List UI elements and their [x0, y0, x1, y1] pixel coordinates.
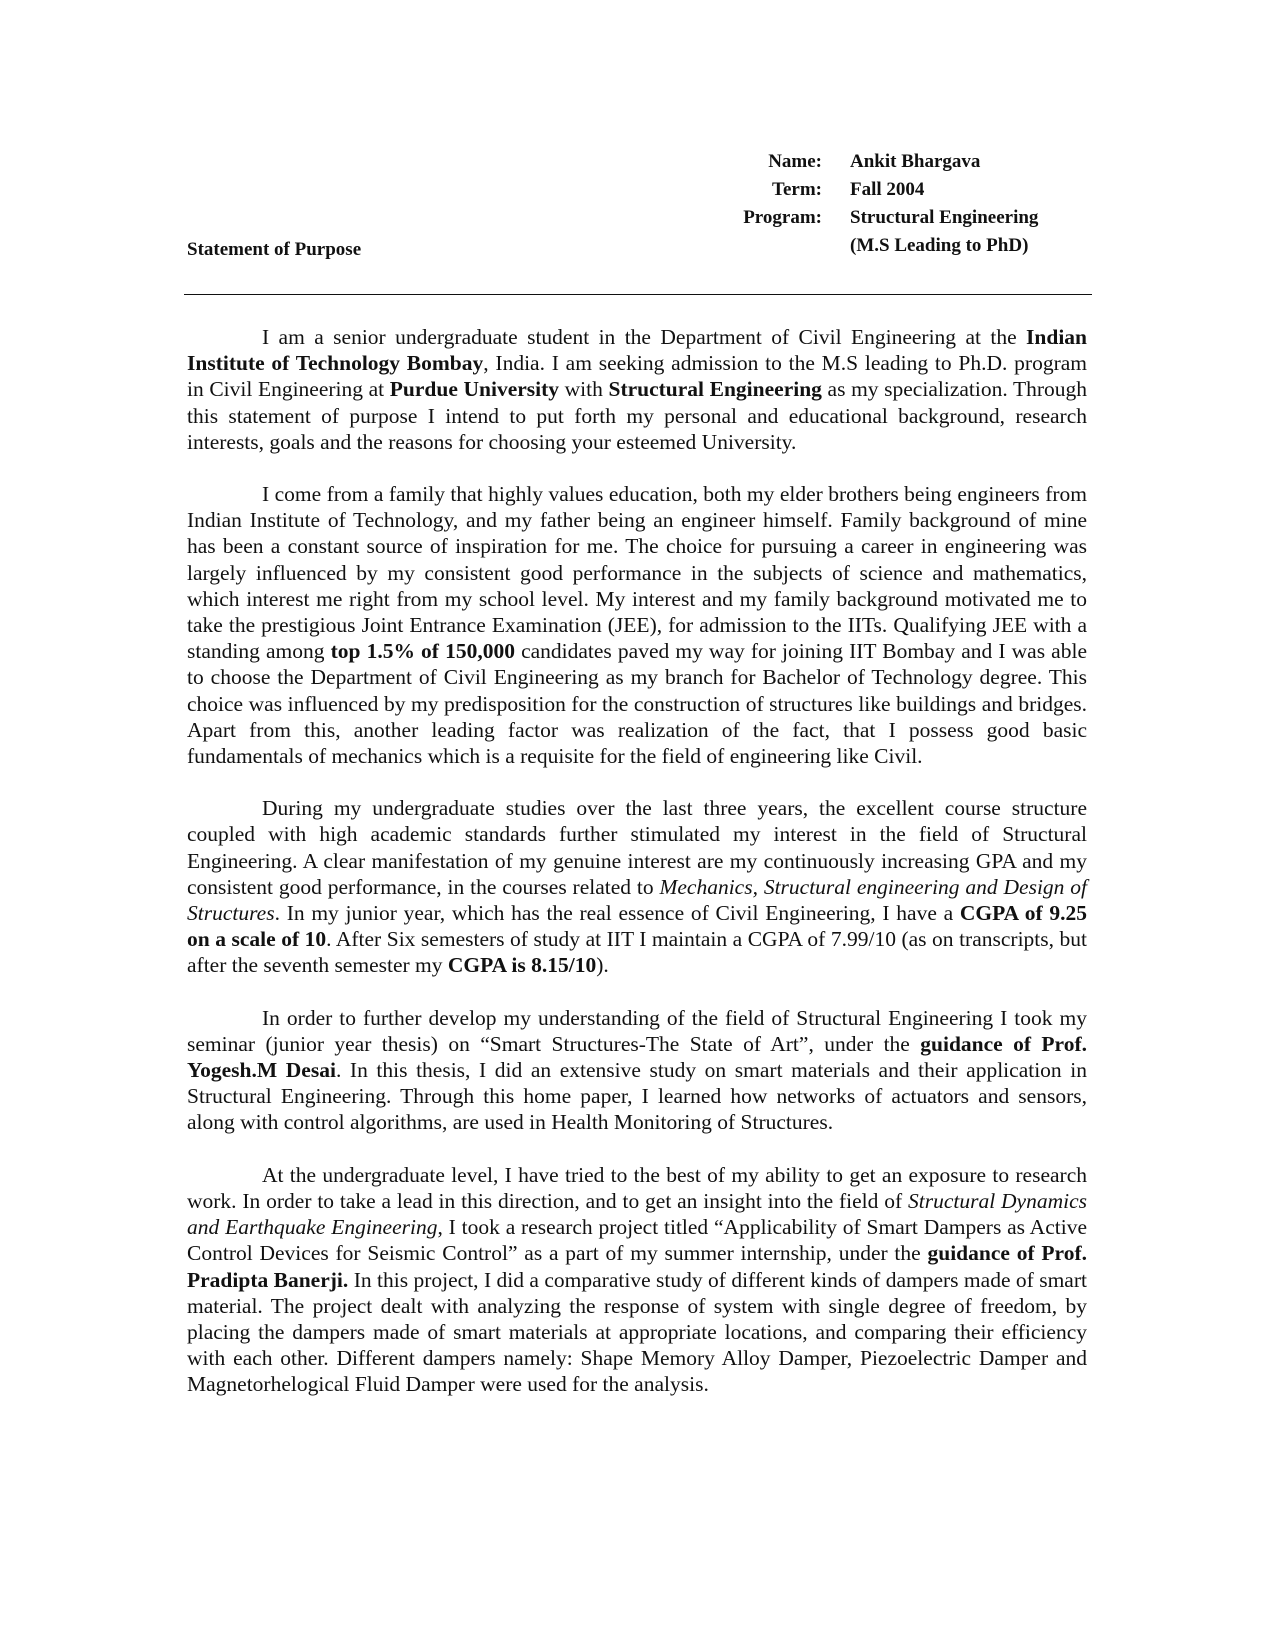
text-run: . In my junior year, which has the real essence of Civil Engineering, I have a [274, 901, 960, 926]
bold-text: Structural Engineering [608, 377, 822, 402]
text-run: as my specialization. Through this statement of purpose I intend to put forth my personal and educational background, research interests, goals and the reasons for choosing your esteemed University. [187, 377, 1087, 454]
paragraph [187, 481, 1087, 769]
paragraph [187, 324, 1087, 455]
text-run: , India. I am seeking admission to the M.S leading to Ph.D. program in Civil Engineering at [187, 351, 1087, 402]
program-label: Program: [743, 207, 822, 228]
paragraph [187, 1162, 1087, 1398]
applicant-info [720, 148, 1038, 260]
term-row [720, 176, 1038, 204]
text-run: In order to further develop my understanding of the field of Structural Engineering I took my seminar (junior year thesis) on “Smart Structures-The State of Art”, under the [187, 1005, 1087, 1056]
bold-text: guidance of Prof. Pradipta Banerji. [187, 1241, 1087, 1292]
text-run: I come from a family that highly values education, both my elder brothers being engineers from Indian Institute of Technology, and my father being an engineer himself. Family background of mine has been a constant source of inspiration for me. The choice for pursuing a career in engineering was largely influenced by my consistent good performance in the subjects of science and mathematics, which interest me right from my school level. My interest and my family background motivated me to take the prestigious Joint Entrance Examination (JEE), for admission to the IITs. Qualifying JEE with a standing among [187, 482, 1087, 664]
term-label: Term: [772, 179, 822, 200]
divider-line [184, 294, 1092, 295]
name-row [720, 148, 1038, 176]
bold-text: guidance of Prof. Yogesh.M Desai [187, 1031, 1087, 1083]
paragraph [187, 795, 1087, 978]
bold-text: CGPA of 9.25 on a scale of 10 [187, 901, 1087, 952]
text-run: with [559, 377, 609, 402]
text-run: I am a senior undergraduate student in the Department of Civil Engineering at the [262, 325, 1027, 349]
program-value: Structural Engineering [850, 207, 1039, 228]
text-run: , I took a research project titled “Applicability of Smart Dampers as Active Control Devices for Seismic Control” as a part of my summer internship, under the [187, 1215, 1087, 1266]
name-value: Ankit Bhargava [850, 151, 981, 172]
bold-text: CGPA is 8.15/10 [447, 953, 597, 978]
text-run: In this project, I did a comparative study of different kinds of dampers made of smart material. The project dealt with analyzing the response of system with single degree of freedom, by placing the dampers made of smart materials at appropriate locations, and comparing their efficiency with each other. Different dampers namely: Shape Memory Alloy Damper, Piezoelectric Damper and Magnetorhelogical Fluid Damper were used for the analysis. [187, 1267, 1087, 1397]
term-value: Fall 2004 [850, 179, 925, 200]
text-run: During my undergraduate studies over the last three years, the excellent course structure coupled with high academic standards further stimulated my interest in the field of Structural Engineering. A clear manifestation of my genuine interest are my continuously increasing GPA and my consistent good performance, in the courses related to [187, 796, 1087, 899]
italic-text: Mechanics, Structural engineering and Design of Structures [187, 874, 1087, 926]
text-run: . In this thesis, I did an extensive study on smart materials and their application in Structural Engineering. Through this home paper, I learned how networks of actuators and sensors, along with control algorithms, are used in Health Monitoring of Structures. [187, 1058, 1087, 1135]
bold-text: Purdue University [389, 377, 560, 402]
paragraph [187, 1005, 1087, 1136]
program-row [720, 204, 1038, 232]
program-detail: (M.S Leading to PhD) [850, 235, 1029, 256]
text-run: At the undergraduate level, I have tried to the best of my ability to get an exposure to research work. In order to take a lead in this direction, and to get an insight into the field of [187, 1162, 1087, 1213]
text-run: ). [596, 953, 609, 978]
italic-text: Structural Dynamics and Earthquake Engineering [187, 1188, 1087, 1240]
text-run: . After Six semesters of study at IIT I maintain a CGPA of 7.99/10 (as on transcripts, but after the seventh semester my [187, 927, 1087, 978]
bold-text: Indian Institute of Technology Bombay [187, 325, 1087, 376]
name-label: Name: [768, 151, 822, 172]
text-run: candidates paved my way for joining IIT Bombay and I was able to choose the Department of Civil Engineering as my branch for Bachelor of Technology degree. This choice was influenced by my predisposition for the construction of structures like buildings and bridges. Apart from this, another leading factor was realization of the fact, that I possess good basic fundamentals of mechanics which is a requisite for the field of engineering like Civil. [187, 639, 1087, 769]
document-title: Statement of Purpose [187, 239, 362, 260]
document-body [187, 324, 1087, 1424]
bold-text: top 1.5% of 150,000 [330, 639, 515, 664]
program-detail-row [720, 232, 1038, 260]
